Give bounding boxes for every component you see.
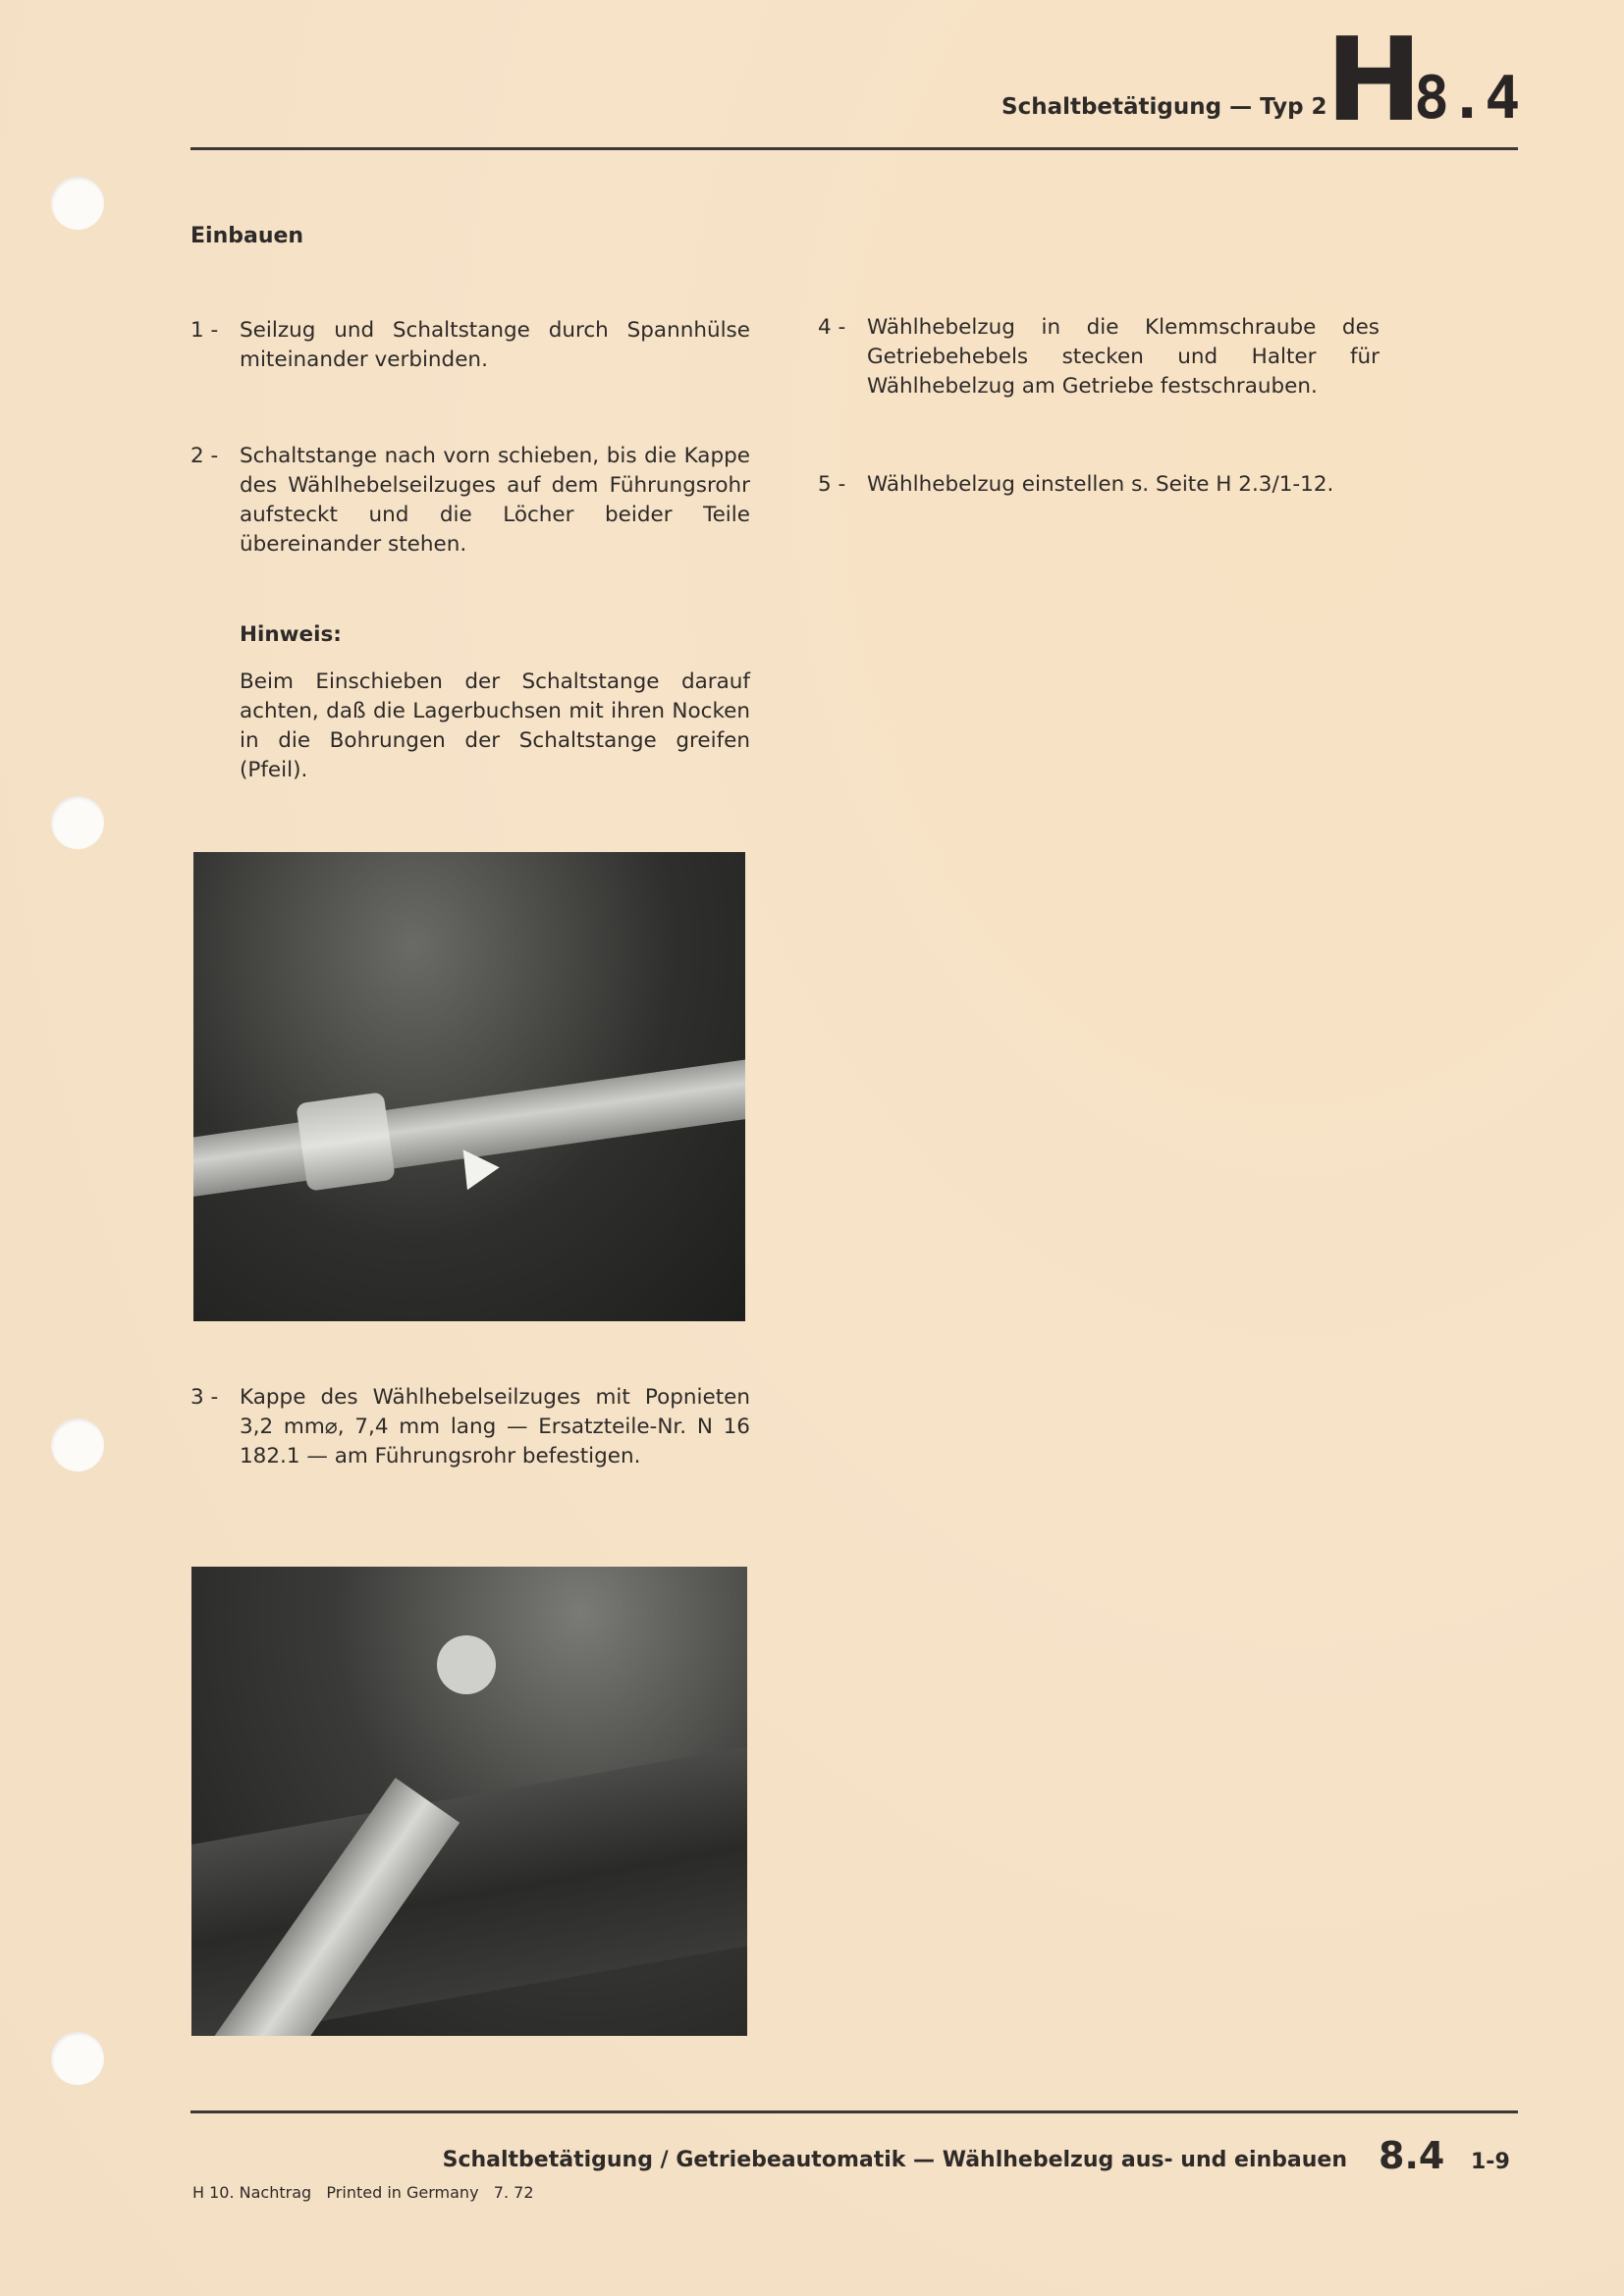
header-section-number: 8.4	[1414, 64, 1521, 133]
header-title: Schaltbetätigung — Typ 2	[1001, 94, 1327, 120]
punch-hole	[51, 1418, 104, 1471]
step-text: Wählhebelzug einstellen s. Seite H 2.3/1-12.	[867, 472, 1334, 497]
step-text: Wählhebelzug in die Klemmschraube des Getriebehebels stecken und Halter für Wählhebelzug am Getriebe festschrauben.	[867, 315, 1380, 399]
punch-hole	[51, 2032, 104, 2085]
step-1	[190, 316, 750, 375]
step-2	[190, 442, 750, 560]
footer-section-number: 8.4	[1379, 2134, 1445, 2177]
step-number: 5 -	[818, 472, 846, 497]
step-text: Schaltstange nach vorn schieben, bis die Kappe des Wählhebelseilzuges auf dem Führungsrohr aufsteckt und die Löcher beider Teile übereinander stehen.	[240, 444, 750, 557]
step-text: Seilzug und Schaltstange durch Spannhülse miteinander verbinden.	[240, 318, 750, 372]
punch-hole	[51, 177, 104, 230]
photo-cable-cap-on-tube	[193, 852, 745, 1321]
section-heading: Einbauen	[190, 224, 304, 248]
header-rule	[190, 147, 1518, 150]
header-section-letter: H	[1326, 12, 1423, 147]
step-4	[818, 313, 1380, 401]
step-5	[818, 470, 1380, 500]
footer-rule	[190, 2110, 1518, 2113]
punch-hole	[51, 796, 104, 849]
step-number: 2 -	[190, 444, 219, 468]
photo-pop-rivet-fastening	[191, 1567, 747, 2036]
step-number: 4 -	[818, 315, 846, 340]
step-text: Kappe des Wählhebelseilzuges mit Popnieten 3,2 mm⌀, 7,4 mm lang — Ersatzteile-Nr. N 16 182.1 — am Führungsrohr befestigen.	[240, 1385, 750, 1468]
note-text: Beim Einschieben der Schaltstange darauf achten, daß die Lagerbuchsen mit ihren Nocken in die Bohrungen der Schaltstange greifen (Pfeil).	[240, 669, 750, 782]
step-number: 3 -	[190, 1385, 219, 1410]
step-number: 1 -	[190, 318, 219, 343]
print-info: H 10. Nachtrag Printed in Germany 7. 72	[192, 2183, 534, 2202]
footer-title: Schaltbetätigung / Getriebeautomatik — Wählhebelzug aus- und einbauen	[442, 2148, 1347, 2172]
step-3	[190, 1383, 750, 1471]
footer-page-number: 1-9	[1471, 2150, 1510, 2174]
note-title: Hinweis:	[240, 622, 342, 647]
